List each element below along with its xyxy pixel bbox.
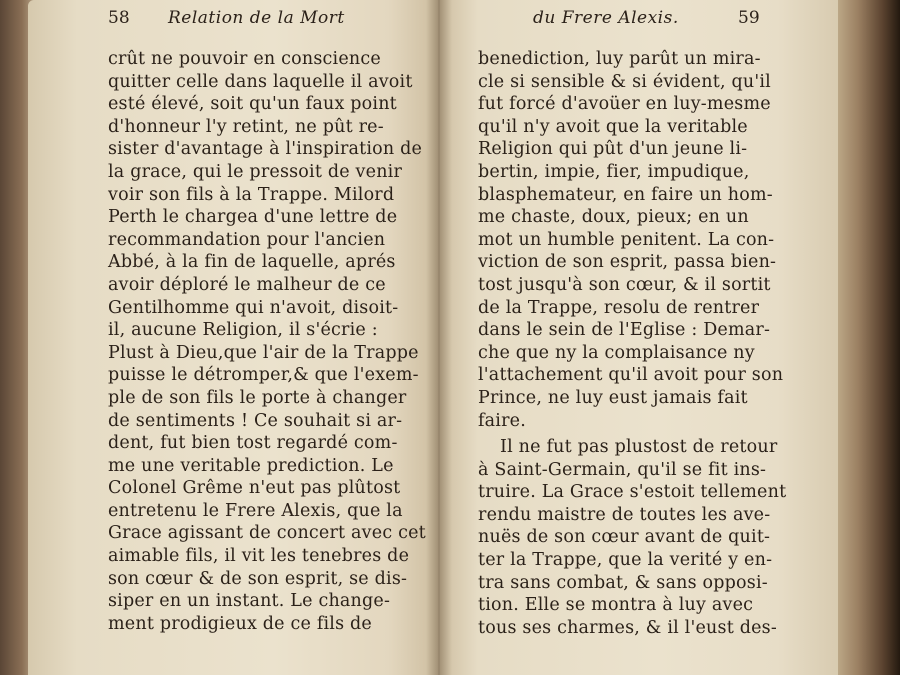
text-line: sister d'avantage à l'inspiration de (108, 139, 423, 160)
text-line: che que ny la complaisance ny (478, 342, 755, 363)
text-line: aimable fils, il vit les tenebres de (108, 546, 410, 567)
text-line: il, aucune Religion, il s'écrie : (108, 320, 378, 341)
text-line: rendu maistre de toutes les ave- (478, 504, 771, 525)
text-line: de la Trappe, resolu de rentrer (478, 297, 760, 318)
text-line: bertin, impie, fier, impudique, (478, 161, 750, 182)
text-line: nuës de son cœur avant de quit- (478, 527, 771, 548)
right-running-title: du Frere Alexis. (533, 8, 679, 28)
text-line: siper en un instant. Le change- (108, 591, 391, 612)
text-line: recommandation pour l'ancien (108, 229, 386, 250)
text-line: tra sans combat, & sans opposi- (478, 572, 768, 593)
text-line: Plust à Dieu,que l'air de la Trappe (108, 342, 419, 363)
text-line: blasphemateur, en faire un hom- (478, 184, 773, 205)
text-line: mot un humble penitent. La con- (478, 229, 775, 250)
text-line: esté élevé, soit qu'un faux point (108, 94, 397, 115)
text-line: à Saint-Germain, qu'il se fit ins- (478, 459, 767, 480)
text-line: tost jusqu'à son cœur, & il sortit (478, 274, 771, 295)
text-line: Il ne fut pas plustost de retour (500, 437, 778, 458)
left-running-title: Relation de la Mort (168, 8, 345, 28)
text-line: tion. Elle se montra à luy avec (478, 595, 754, 616)
text-line: Perth le chargea d'une lettre de (108, 207, 398, 228)
text-line: Gentilhomme qui n'avoit, disoit- (108, 297, 399, 318)
text-line: truire. La Grace s'estoit tellement (478, 482, 787, 503)
book-edge-right (830, 0, 900, 675)
text-line: me une veritable prediction. Le (108, 455, 394, 476)
text-line: ment prodigieux de ce fils de (108, 613, 372, 634)
text-line: dans le sein de l'Eglise : Demar- (478, 320, 771, 341)
text-line: crût ne pouvoir en conscience (108, 49, 381, 69)
text-line: Religion qui pût d'un jeune li- (478, 139, 748, 160)
text-line: la grace, qui le pressoit de venir (108, 161, 403, 182)
text-line: cle si sensible & si évident, qu'il (478, 71, 771, 92)
text-line: fut forcé d'avoüer en luy-mesme (478, 94, 771, 115)
text-line: ple de son fils le porte à changer (108, 387, 407, 408)
text-line: Colonel Grême n'eut pas plûtost (108, 478, 401, 499)
text-line: me chaste, doux, pieux; en un (478, 207, 749, 228)
text-line: faire. (478, 410, 526, 431)
left-page-number: 58 (108, 8, 130, 28)
text-line: puisse le détromper,& que l'exem- (108, 365, 419, 386)
right-page (438, 0, 838, 675)
text-line: de sentiments ! Ce souhait si ar- (108, 410, 403, 431)
text-line: benediction, luy parût un mira- (478, 49, 761, 69)
right-page-text (478, 48, 803, 639)
left-page (28, 0, 438, 675)
right-page-number: 59 (738, 8, 760, 28)
text-line: voir son fils à la Trappe. Milord (108, 184, 395, 205)
text-line: son cœur & de son esprit, se dis- (108, 568, 408, 589)
text-line: viction de son esprit, passa bien- (478, 252, 777, 273)
text-line: d'honneur l'y retint, ne pût re- (108, 116, 384, 137)
text-line: dent, fut bien tost regardé com- (108, 433, 398, 454)
text-line: Abbé, à la fin de laquelle, aprés (108, 252, 396, 273)
text-line: tous ses charmes, & il l'eust des- (478, 617, 777, 638)
text-line: avoir déploré le malheur de ce (108, 274, 386, 295)
left-page-text (108, 48, 430, 635)
text-line: Prince, ne luy eust jamais fait (478, 387, 748, 408)
text-line: entretenu le Frere Alexis, que la (108, 500, 403, 521)
text-line: quitter celle dans laquelle il avoit (108, 71, 413, 92)
text-line: qu'il n'y avoit que la veritable (478, 116, 748, 137)
text-line: l'attachement qu'il avoit pour son (478, 365, 784, 386)
text-line: Grace agissant de concert avec cet (108, 523, 426, 544)
text-line: ter la Trappe, que la verité y en- (478, 550, 773, 571)
